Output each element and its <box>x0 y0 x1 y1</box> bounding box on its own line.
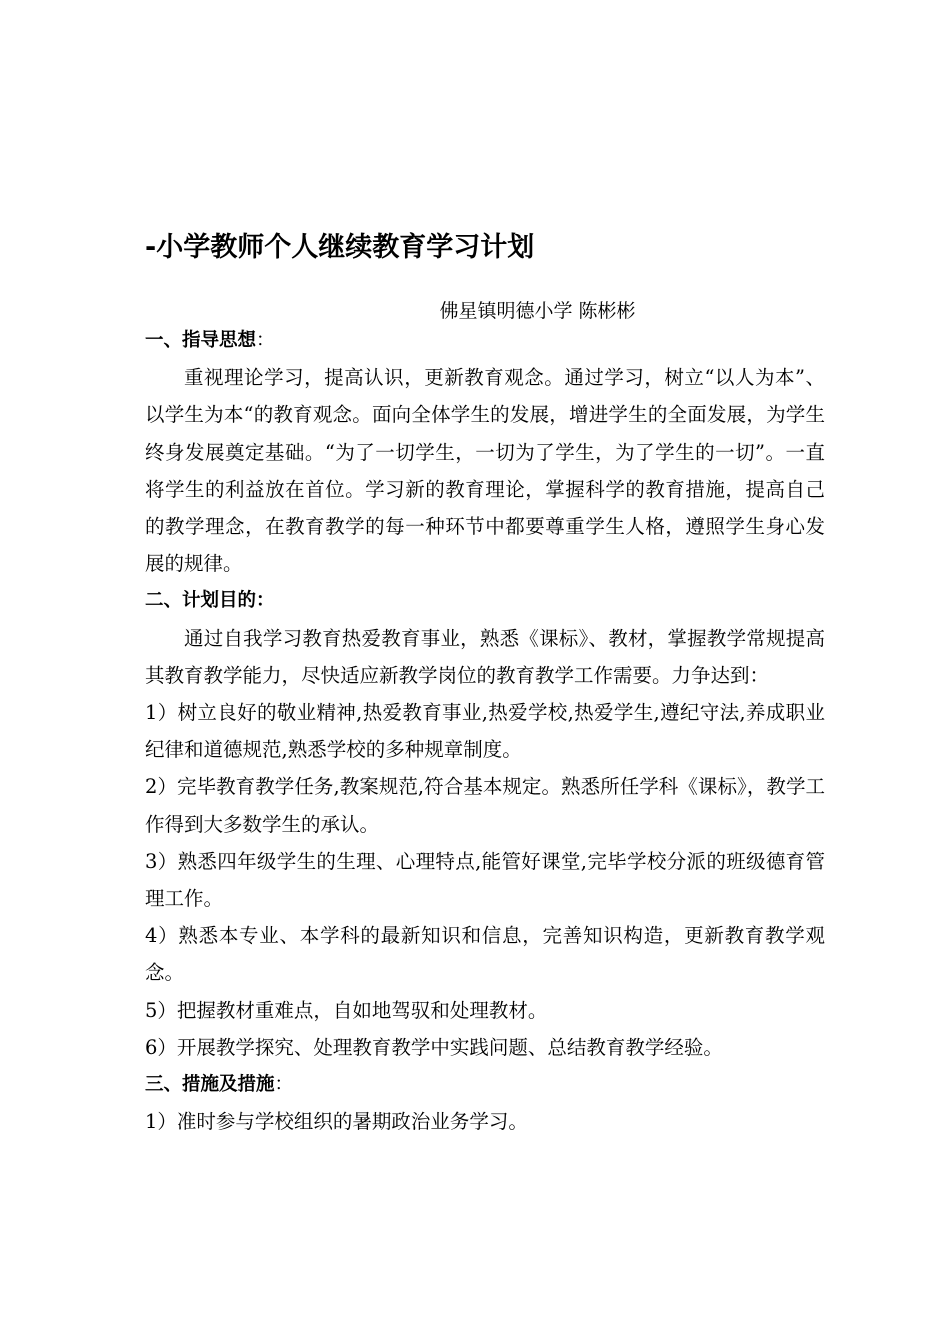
section-heading <box>145 582 825 619</box>
author-line: 佛星镇明德小学 陈彬彬 <box>439 300 636 322</box>
heading-colon: ： <box>256 590 275 612</box>
section-heading-text: 三、措施及措施 <box>145 1074 275 1096</box>
heading-colon: ： <box>256 330 275 351</box>
body-paragraph: 重视理论学习，提高认识，更新教育观念。通过学习，树立“以人为本”、以学生为本“的教育观念。面向全体学生的发展，增进学生的全面发展，为学生终身发展奠定基础。“为了一切学生，一切为了学生，为了学生的一切”。一直将学生的利益放在首位。学习新的教育理论，掌握科学的教育措施，提高自己的教学理念，在教育教学的每一种环节中都要尊重学生人格，遵照学生身心发展的规律。 <box>145 366 825 576</box>
section-heading-text: 二、计划目的 <box>145 590 257 612</box>
list-item: 5）把握教材重难点，自如地驾驭和处理教材。 <box>145 998 548 1022</box>
section-heading-text: 一、指导思想 <box>145 330 257 351</box>
section-plan-goals <box>145 582 825 1066</box>
list-item: 1）树立良好的敬业精神,热爱教育事业,热爱学校,热爱学生,遵纪守法,养成职业纪律和道德规范,熟悉学校的多种规章制度。 <box>145 701 825 762</box>
section-guiding-thought <box>145 322 825 582</box>
document-body <box>145 322 825 1140</box>
list-item: 1）准时参与学校组织的暑期政治业务学习。 <box>145 1110 528 1134</box>
section-measures <box>145 1066 825 1140</box>
section-heading <box>145 322 825 359</box>
body-paragraph: 通过自我学习教育热爱教育事业，熟悉《课标》、教材，掌握教学常规提高其教育教学能力，尽快适应新教学岗位的教育教学工作需要。力争达到： <box>145 626 825 687</box>
list-item: 6）开展教学探究、处理教育教学中实践问题、总结教育教学经验。 <box>145 1035 723 1059</box>
heading-colon: ： <box>274 1074 294 1096</box>
list-item: 4）熟悉本专业、本学科的最新知识和信息，完善知识构造，更新教育教学观念。 <box>145 924 825 985</box>
list-item: 2）完毕教育教学任务,教案规范,符合基本规定。熟悉所任学科《课标》，教学工作得到大多数学生的承认。 <box>145 775 825 836</box>
list-item: 3）熟悉四年级学生的生理、心理特点,能管好课堂,完毕学校分派的班级德育管理工作。 <box>145 849 825 911</box>
section-heading <box>145 1066 825 1103</box>
document-title: -小学教师个人继续教育学习计划 <box>145 232 535 263</box>
